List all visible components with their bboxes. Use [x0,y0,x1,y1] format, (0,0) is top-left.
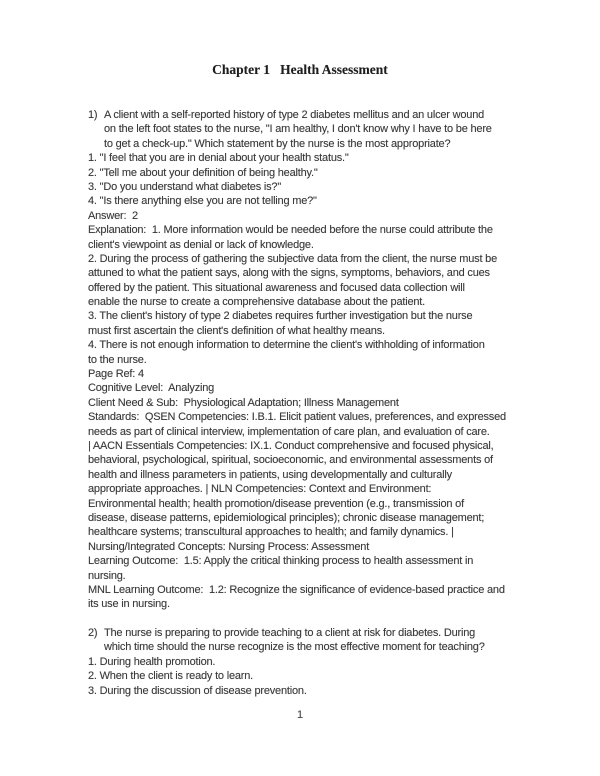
question-1-standards-line: Standards: QSEN Competencies: I.B.1. Elicit patient values, preferences, and expressed [88,411,506,424]
question-1-mnl-outcome-line: MNL Learning Outcome: 1.2: Recognize the significance of evidence-based practice and [88,583,505,596]
question-1-learning-outcome-line: nursing. [88,569,126,582]
question-1-explanation-line: 3. The client's history of type 2 diabetes requires further investigation but the nurse [88,310,473,323]
question-1-stem-line [88,108,600,122]
question-1-explanation-line: must first ascertain the client's definition of what healthy means. [88,324,385,337]
question-1-explanation-line: enable the nurse to create a comprehensive database about the patient. [88,296,426,309]
question-1-explanation-line: to the nurse. [88,353,147,366]
question-1-option: 4. "Is there anything else you are not telling me?" [88,195,317,208]
question-1-learning-outcome-line: Learning Outcome: 1.5: Apply the critical thinking process to health assessment in [88,555,474,568]
question-1-explanation-line: 4. There is not enough information to determine the client's withholding of information [88,339,485,352]
question-1-explanation-line: 2. During the process of gathering the subjective data from the client, the nurse must be [88,252,497,265]
question-2-stem-text: The nurse is preparing to provide teaching to a client at risk for diabetes. During [104,627,476,640]
question-1-standards-line: needs as part of clinical interview, implementation of care plan, and evaluation of care. [88,425,490,438]
question-1-page-ref: Page Ref: 4 [88,368,144,381]
question-1-standards-line: Environmental health; health promotion/disease prevention (e.g., transmission of [88,497,464,510]
question-1-client-need: Client Need & Sub: Physiological Adaptation; Illness Management [88,396,399,409]
question-1-standards-line: behavioral, psychological, spiritual, socioeconomic, and environmental assessments of [88,454,493,467]
document-body [88,108,600,698]
question-1-explanation-line: offered by the patient. This situational awareness and focused data collection will [88,281,465,294]
question-1 [88,108,600,612]
question-1-explanation-line: client's viewpoint as denial or lack of knowledge. [88,238,314,251]
question-1-option: 3. "Do you understand what diabetes is?" [88,180,282,193]
question-1-explanation-line: attuned to what the patient says, along with the signs, symptoms, behaviors, and cues [88,267,490,280]
question-1-stem-text: A client with a self-reported history of type 2 diabetes mellitus and an ulcer wound [104,109,485,121]
question-1-standards-line: health and illness parameters in patients, using developmentally and culturally [88,468,452,481]
page-number: 1 [296,709,304,722]
page-title: Chapter 1 Health Assessment [212,62,388,77]
question-2-stem-line [88,626,600,640]
question-1-explanation-line: Explanation: 1. More information would be needed before the nurse could attribute the [88,224,493,237]
question-2-option: 2. When the client is ready to learn. [88,670,254,683]
question-2-number: 2) [88,627,98,640]
question-1-option: 1. "I feel that you are in denial about your health status." [88,152,349,165]
question-2-stem-line: which time should the nurse recognize is the most effective moment for teaching? [104,641,485,654]
question-1-standards-line: disease, disease patterns, epidemiological principles); chronic disease management; [88,511,485,524]
question-1-standards-line: appropriate approaches. | NLN Competencies: Context and Environment: [88,483,432,496]
question-1-number: 1) [88,109,98,121]
question-1-answer: Answer: 2 [88,209,138,222]
question-2-option: 3. During the discussion of disease prevention. [88,684,307,697]
question-1-standards-line: | AACN Essentials Competencies: IX.1. Conduct comprehensive and focused physical, [88,439,494,452]
question-1-standards-line: Nursing/Integrated Concepts: Nursing Process: Assessment [88,540,370,553]
question-1-mnl-outcome-line: its use in nursing. [88,598,170,611]
question-1-standards-line: healthcare systems; transcultural approaches to health; and family dynamics. | [88,526,454,539]
question-2 [88,626,600,698]
question-1-stem-line: to get a check-up." Which statement by the nurse is the most appropriate? [104,137,451,150]
question-1-cognitive-level: Cognitive Level: Analyzing [88,382,215,395]
blank-line [88,612,600,626]
question-2-option: 1. During health promotion. [88,655,216,668]
question-1-option: 2. "Tell me about your definition of being healthy." [88,166,318,179]
question-1-stem-line: on the left foot states to the nurse, "I am healthy, I don't know why I have to be here [104,123,492,136]
